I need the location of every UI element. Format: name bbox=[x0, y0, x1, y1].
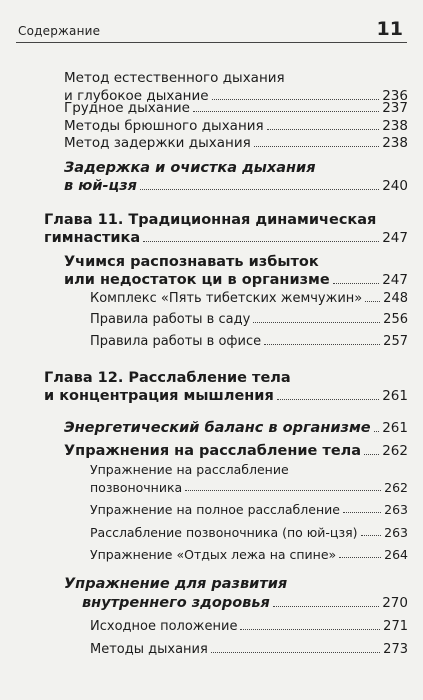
toc-entry-line bbox=[90, 642, 408, 657]
dot-leader bbox=[267, 128, 380, 130]
dot-leader bbox=[253, 321, 380, 323]
dot-leader bbox=[211, 651, 380, 653]
chapter-title-line: и концентрация мышления bbox=[44, 388, 274, 404]
chapter-title-line: Глава 11. Традиционная динамическая bbox=[44, 212, 377, 228]
toc-page-number: 238 bbox=[382, 135, 408, 151]
dot-leader bbox=[240, 628, 380, 630]
toc-entry-line bbox=[64, 135, 408, 151]
toc-entry-title: Правила работы в саду bbox=[90, 312, 251, 327]
dot-leader bbox=[361, 534, 382, 536]
toc-entry-title: Упражнение на полное расслабление bbox=[90, 502, 340, 517]
toc-page-number: 261 bbox=[382, 388, 408, 404]
toc-page-number: 238 bbox=[382, 118, 408, 134]
toc-page-number: 236 bbox=[382, 88, 408, 104]
toc-page-number: 247 bbox=[382, 230, 408, 246]
toc-entry-line bbox=[90, 547, 408, 562]
dot-leader bbox=[185, 489, 381, 491]
page-header bbox=[0, 0, 423, 44]
toc-entry-title-line: Упражнение для развития bbox=[64, 576, 288, 592]
toc-page-number: 263 bbox=[384, 525, 408, 540]
toc-entry-line bbox=[90, 480, 408, 495]
toc-entry-title: Упражнения на расслабление тела bbox=[64, 443, 362, 459]
toc-entry-title-line: внутреннего здоровья bbox=[82, 595, 270, 611]
toc-page-number: 256 bbox=[383, 312, 408, 327]
toc-page-number: 247 bbox=[382, 272, 408, 288]
toc-entry-title: Исходное положение bbox=[90, 619, 238, 634]
toc-entry-line bbox=[64, 443, 408, 459]
toc-entry-title: Метод задержки дыхания bbox=[64, 135, 251, 151]
toc-entry-title-line: позвоночника bbox=[90, 480, 183, 495]
dot-leader bbox=[140, 188, 379, 190]
chapter-entry-line bbox=[44, 230, 408, 246]
dot-leader bbox=[143, 240, 379, 242]
header-rule bbox=[16, 42, 407, 43]
toc-entry-line bbox=[90, 334, 408, 349]
dot-leader bbox=[333, 282, 379, 284]
toc-entry-line bbox=[90, 525, 408, 540]
toc-entry-title: Методы брюшного дыхания bbox=[64, 118, 264, 134]
dot-leader bbox=[254, 145, 379, 147]
dot-leader bbox=[193, 110, 379, 112]
toc-entry-line bbox=[90, 291, 408, 306]
toc-entry-line bbox=[64, 420, 408, 436]
dot-leader bbox=[273, 605, 379, 607]
toc-page-number: 257 bbox=[383, 334, 408, 349]
toc-entry-title: Методы дыхания bbox=[90, 642, 208, 657]
toc-page-number: 237 bbox=[382, 100, 408, 116]
toc-page-number: 240 bbox=[382, 178, 408, 194]
toc-entry-title: Энергетический баланс в организме bbox=[64, 420, 371, 436]
dot-leader bbox=[343, 511, 381, 513]
toc-page-number: 262 bbox=[382, 443, 408, 459]
toc-entry-title-line: Метод естественного дыхания bbox=[64, 70, 285, 86]
toc-entry-line bbox=[90, 312, 408, 327]
dot-leader bbox=[277, 398, 379, 400]
toc-entry-title: Правила работы в офисе bbox=[90, 334, 262, 349]
toc-entry-line bbox=[90, 619, 408, 634]
toc-entry-line bbox=[64, 100, 408, 116]
toc-page-number: 264 bbox=[384, 547, 408, 562]
toc-entry-line bbox=[64, 272, 408, 288]
toc-entry-title: Расслабление позвоночника (по юй-цзя) bbox=[90, 525, 358, 540]
toc-page-number: 271 bbox=[383, 619, 408, 634]
chapter-entry-line bbox=[44, 388, 408, 404]
toc-entry-title: Упражнение «Отдых лежа на спине» bbox=[90, 547, 337, 562]
toc-page-number: 263 bbox=[384, 502, 408, 517]
toc-page-number: 248 bbox=[383, 291, 408, 306]
toc-entry-line bbox=[82, 595, 408, 611]
toc-page-number: 273 bbox=[383, 642, 408, 657]
dot-leader bbox=[339, 556, 381, 558]
toc-entry-line bbox=[90, 502, 408, 517]
dot-leader bbox=[374, 430, 380, 432]
toc-entry-title: Комплекс «Пять тибетских жемчужин» bbox=[90, 291, 363, 306]
toc-page-number: 270 bbox=[382, 595, 408, 611]
toc-entry-title: Грудное дыхание bbox=[64, 100, 190, 116]
chapter-title-line: Глава 12. Расслабление тела bbox=[44, 370, 291, 386]
toc-page-number: 261 bbox=[382, 420, 408, 436]
toc-entry-line bbox=[64, 118, 408, 134]
toc-entry-title-line: или недостаток ци в организме bbox=[64, 272, 330, 288]
dot-leader bbox=[365, 300, 380, 302]
running-head: Содержание bbox=[18, 24, 101, 38]
toc-entry-title-line: Учимся распознавать избыток bbox=[64, 254, 319, 270]
toc-entry-title-line: Упражнение на расслабление bbox=[90, 462, 289, 477]
dot-leader bbox=[264, 343, 380, 345]
toc-entry-title-line: в юй-цзя bbox=[64, 178, 137, 194]
toc-entry-title-line: и глубокое дыхание bbox=[64, 88, 209, 104]
toc-entry-title-line: Задержка и очистка дыхания bbox=[64, 160, 316, 176]
chapter-title-line: гимнастика bbox=[44, 230, 141, 246]
dot-leader bbox=[364, 453, 379, 455]
toc-page-number: 262 bbox=[384, 480, 408, 495]
toc-entry-line bbox=[64, 178, 408, 194]
page-number: 11 bbox=[376, 18, 403, 40]
